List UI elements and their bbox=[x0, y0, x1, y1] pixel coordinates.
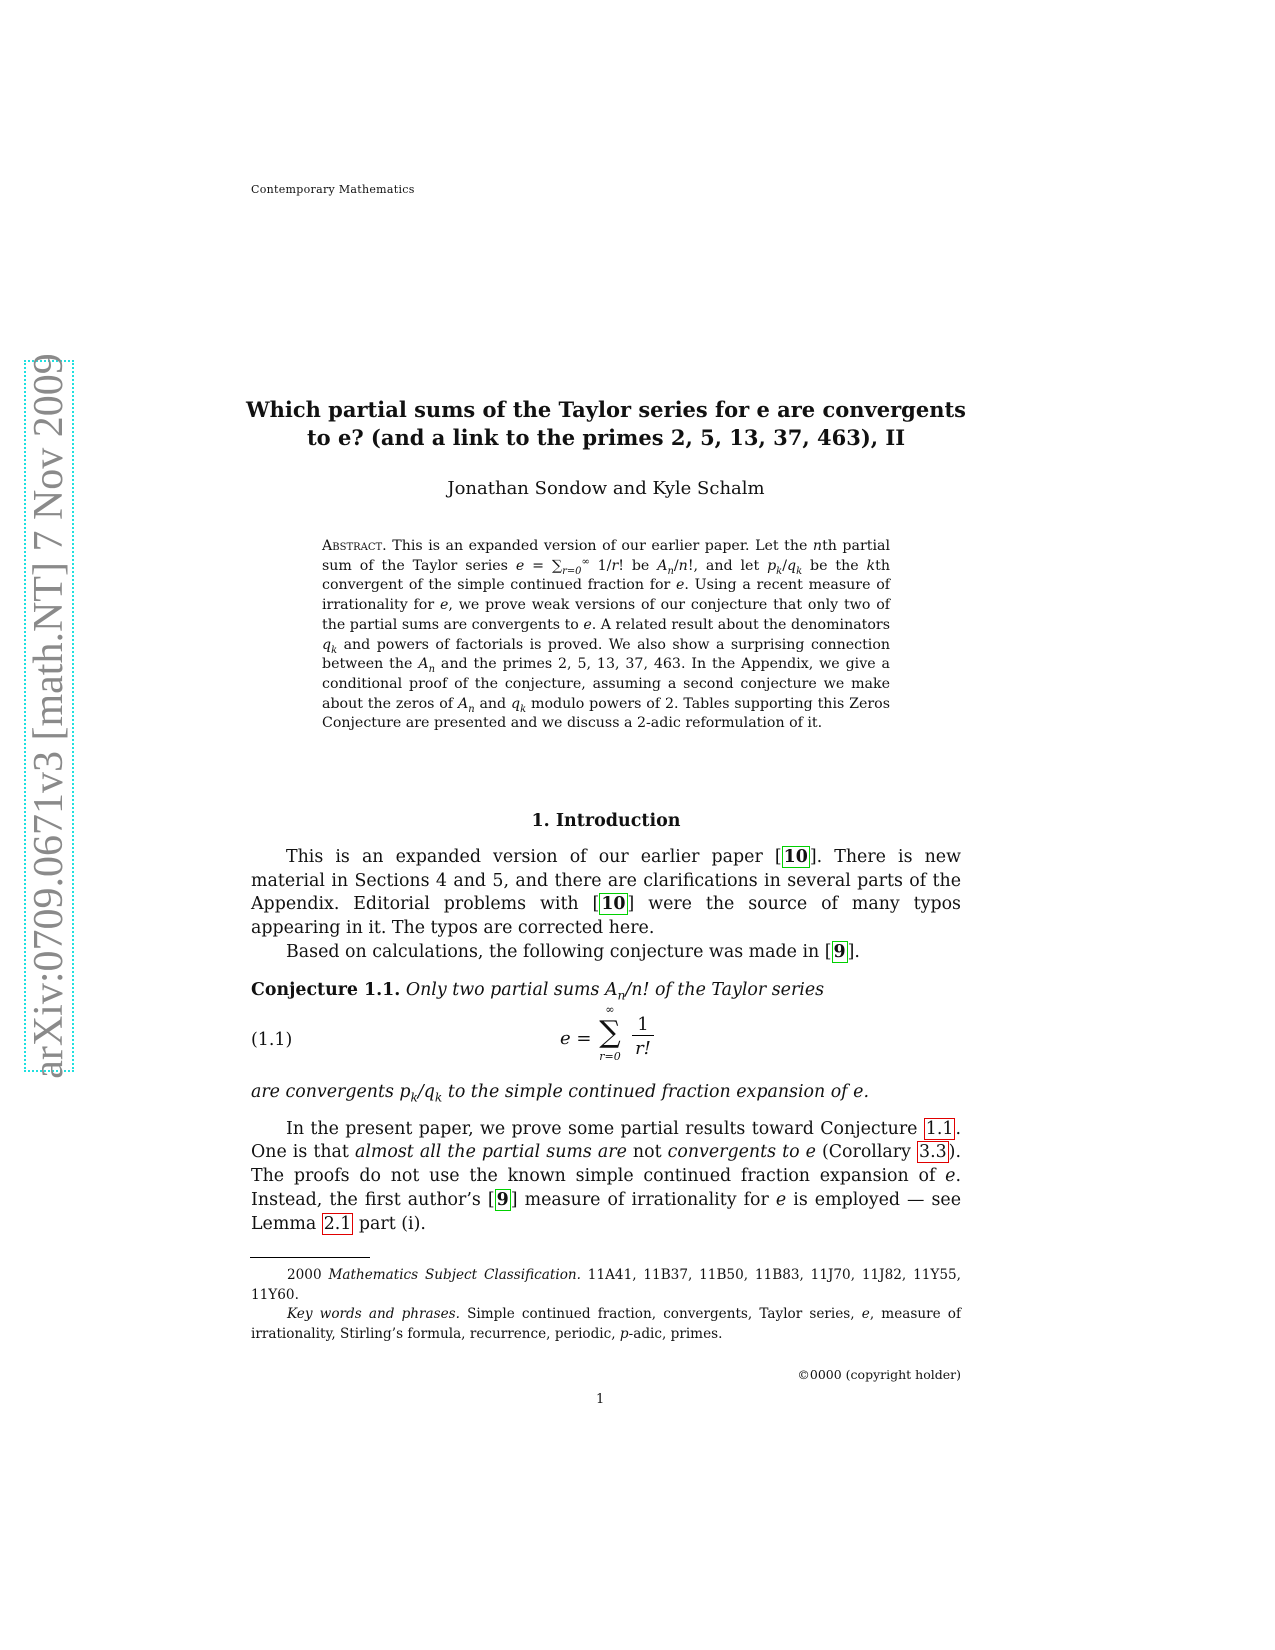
text-segment: n bbox=[678, 557, 688, 574]
cross-reference-link[interactable]: 3.3 bbox=[919, 1142, 947, 1163]
text-segment: = ∑ bbox=[524, 557, 563, 574]
text-segment: ]. There is new material in Sections 4 and 5, and there are clarifications in several parts of the Appendix. Editorial problems with [ bbox=[251, 847, 961, 915]
citation-link[interactable]: 10 bbox=[601, 894, 626, 915]
text-segment: k bbox=[866, 557, 876, 574]
text-segment: k bbox=[331, 644, 338, 656]
arxiv-stamp-text: arXiv:0709.0671v3 [math.NT] 7 Nov 2009 bbox=[26, 353, 72, 1079]
section-heading: 1. Introduction bbox=[531, 811, 681, 831]
text-segment: /n! of the Taylor series bbox=[625, 979, 825, 1000]
text-segment: In the present paper, we prove some partial results toward Conjecture bbox=[286, 1118, 924, 1139]
text-segment: Simple continued fraction, convergents, Taylor series, bbox=[459, 1306, 862, 1322]
copyright: ©0000 (copyright holder) bbox=[797, 1367, 961, 1382]
text-segment: q bbox=[786, 557, 797, 574]
text-segment: Mathematics Subject Classification. bbox=[328, 1267, 581, 1283]
text-segment: th convergent of the simple continued fraction for bbox=[322, 557, 890, 594]
text-segment: and the primes 2, 5, 13, 37, 463. In the Appendix, we give a conditional proof of the conjecture, assuming a second conjecture we make about the zeros of bbox=[322, 656, 890, 712]
text-segment: e bbox=[439, 597, 449, 614]
paragraph bbox=[251, 1118, 961, 1237]
paragraph bbox=[251, 941, 961, 965]
text-segment: / bbox=[782, 557, 787, 574]
text-segment: ] measure of irrationality for bbox=[510, 1189, 776, 1210]
text-segment: Key words and phrases. bbox=[287, 1306, 460, 1322]
footnote-msc bbox=[251, 1266, 961, 1305]
title-line-2: to e? (and a link to the primes 2, 5, 13, 37, 463), II bbox=[306, 425, 906, 450]
text-segment: n bbox=[428, 664, 435, 676]
footnote-keywords bbox=[251, 1305, 961, 1344]
text-segment: This is an expanded version of our earlier paper. Let the bbox=[386, 538, 813, 554]
text-segment: k bbox=[520, 703, 527, 715]
text-segment: . One is that bbox=[251, 1118, 961, 1163]
text-segment: k bbox=[776, 565, 783, 577]
text-segment: (Corollary bbox=[815, 1142, 917, 1163]
text-segment: /q bbox=[417, 1082, 435, 1102]
text-segment: Abstract. bbox=[322, 538, 387, 554]
text-segment: convergents to e bbox=[667, 1142, 816, 1163]
text-segment: A bbox=[457, 695, 469, 712]
text-segment: . A related result about the denominators bbox=[591, 616, 890, 633]
text-segment: q bbox=[511, 695, 521, 712]
eq-upper: ∞ bbox=[605, 1003, 615, 1016]
text-segment: be the bbox=[802, 557, 867, 574]
footnotes bbox=[251, 1266, 961, 1344]
citation-link[interactable]: 9 bbox=[496, 1189, 509, 1210]
text-segment: r=0 bbox=[562, 565, 582, 577]
text-segment: n bbox=[812, 538, 823, 554]
equation bbox=[560, 1004, 670, 1070]
abstract bbox=[322, 537, 890, 734]
authors: Jonathan Sondow and Kyle Schalm bbox=[447, 478, 765, 499]
text-segment: n bbox=[667, 565, 674, 577]
text-segment: e bbox=[775, 1189, 787, 1210]
text-segment: e bbox=[861, 1306, 870, 1322]
text-segment: -adic, primes. bbox=[628, 1325, 723, 1342]
text-segment: k bbox=[796, 565, 803, 577]
text-segment: 1/ bbox=[589, 557, 612, 574]
text-segment: are convergents p bbox=[251, 1082, 411, 1102]
text-segment: 11A41, 11B37, 11B50, 11B83, 11J70, 11J82, 11Y55, 11Y60. bbox=[251, 1267, 961, 1303]
text-segment: n bbox=[617, 987, 626, 1002]
text-segment: e bbox=[676, 577, 685, 594]
paragraph bbox=[251, 846, 961, 941]
text-segment: modulo powers of 2. Tables supporting this Zeros Conjecture are presented and we discuss a 2-adic reformulation of it. bbox=[322, 695, 890, 732]
text-segment: is employed — see Lemma bbox=[251, 1189, 962, 1234]
intro-body bbox=[251, 846, 961, 1002]
conjecture-cont bbox=[251, 1081, 961, 1105]
text-segment: r bbox=[611, 557, 619, 574]
text-segment: almost all the partial sums are bbox=[354, 1142, 627, 1163]
text-segment: p bbox=[767, 557, 777, 574]
cross-reference-link[interactable]: 2.1 bbox=[323, 1213, 352, 1234]
text-segment: q bbox=[322, 636, 332, 653]
equation-label: (1.1) bbox=[251, 1030, 293, 1050]
text-segment: , we prove weak versions of our conjecture that only two of the partial sums are convergents to bbox=[322, 597, 890, 633]
text-segment: . Using a recent measure of irrationality for bbox=[322, 577, 890, 614]
eq-numerator: 1 bbox=[632, 1015, 654, 1036]
title-line-1: Which partial sums of the Taylor series for e are convergents bbox=[245, 397, 967, 422]
journal-header: Contemporary Mathematics bbox=[251, 183, 415, 196]
text-segment: p bbox=[619, 1325, 629, 1342]
text-segment: A bbox=[657, 557, 668, 574]
conjecture bbox=[251, 979, 961, 1003]
footnote-rule bbox=[250, 1257, 370, 1258]
text-segment: . Instead, the first author’s [ bbox=[251, 1166, 961, 1210]
text-segment: Conjecture 1.1. bbox=[251, 979, 401, 1000]
text-segment: Only two partial sums A bbox=[400, 979, 618, 1000]
text-segment: ∞ bbox=[581, 555, 590, 567]
text-segment: e bbox=[583, 616, 592, 633]
arxiv-stamp[interactable] bbox=[24, 353, 74, 1079]
page-number: 1 bbox=[596, 1392, 605, 1407]
text-segment: ! be bbox=[618, 557, 658, 574]
text-segment: This is an expanded version of our earlier paper [ bbox=[286, 847, 782, 867]
text-segment: part (i). bbox=[353, 1213, 426, 1234]
text-segment: n bbox=[468, 703, 475, 715]
text-segment: not bbox=[626, 1142, 668, 1163]
eq-denominator: r! bbox=[635, 1038, 651, 1059]
text-segment: e bbox=[945, 1166, 956, 1187]
text-segment: ] were the source of many typos appearing in it. The typos are corrected here. bbox=[251, 894, 961, 939]
text-segment: A bbox=[418, 656, 429, 673]
paper-title bbox=[240, 396, 972, 452]
text-segment: k bbox=[410, 1090, 418, 1105]
text-segment: , measure of irrationality, Stirling’s formula, recurrence, periodic, bbox=[251, 1306, 961, 1342]
text-segment: ]. bbox=[847, 941, 860, 962]
citation-link[interactable]: 9 bbox=[833, 941, 846, 962]
text-segment: to the simple continued fraction expansion of e. bbox=[442, 1082, 869, 1102]
text-segment: ). The proofs do not use the known simple continued fraction expansion of bbox=[251, 1142, 961, 1187]
text-segment: k bbox=[434, 1090, 443, 1105]
text-segment: / bbox=[673, 557, 679, 574]
cross-reference-link[interactable]: 1.1 bbox=[925, 1118, 954, 1139]
text-segment: and powers of factorials is proved. We also show a surprising connection between the bbox=[322, 636, 890, 673]
text-segment: Based on calculations, the following conjecture was made in [ bbox=[286, 941, 832, 962]
eq-lhs: e = bbox=[560, 1028, 592, 1049]
eq-lower: r=0 bbox=[599, 1050, 621, 1063]
intro-body-2 bbox=[251, 1081, 961, 1236]
citation-link[interactable]: 10 bbox=[783, 847, 808, 867]
text-segment: and bbox=[474, 695, 512, 712]
text-segment: !, and let bbox=[687, 557, 768, 574]
text-segment: th partial sum of the Taylor series bbox=[322, 538, 890, 574]
text-segment: 2000 bbox=[287, 1267, 329, 1283]
text-segment: e bbox=[515, 557, 525, 574]
eq-sum: ∑ bbox=[599, 1015, 621, 1050]
